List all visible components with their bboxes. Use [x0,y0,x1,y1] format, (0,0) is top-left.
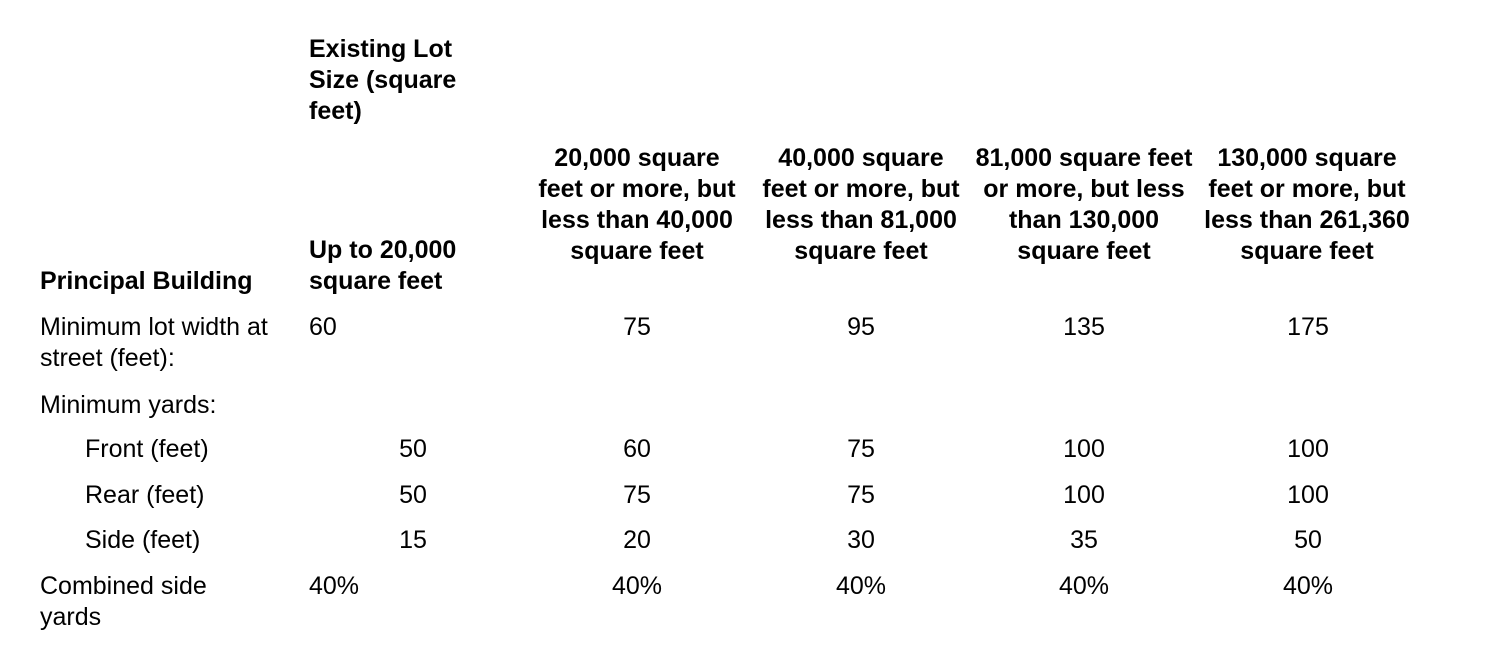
cell-combined-col4: 40% [1058,572,1110,600]
cell-rear-col1: 50 [399,481,427,509]
column-header-3: 40,000 square feet or more, but less than 81,000 square feet [762,144,960,265]
cell-min-lot-width-col2: 75 [623,313,651,341]
cell-rear-col4: 100 [1063,481,1105,509]
cell-min-lot-width-col4: 135 [1063,313,1105,341]
cell-combined-col2: 40% [611,572,663,600]
cell-front-col4: 100 [1063,435,1105,463]
cell-min-lot-width-col3: 95 [847,313,875,341]
cell-front-col1: 50 [399,435,427,463]
cell-side-col1: 15 [399,526,427,554]
row-header-label: Principal Building [40,267,253,295]
top-header: Existing Lot Size (square feet) [309,35,457,125]
column-header-5: 130,000 square feet or more, but less than 261,360 square feet [1204,144,1410,265]
row-label-min-lot-width: Minimum lot width at street (feet): [40,313,268,372]
row-label-combined-side-yards: Combined side yards [40,572,207,631]
row-label-side: Side (feet) [85,526,201,554]
cell-side-col5: 50 [1294,526,1322,554]
column-header-4: 81,000 square feet or more, but less than 130,000 square feet [975,144,1193,265]
cell-front-col3: 75 [847,435,875,463]
cell-side-col3: 30 [847,526,875,554]
cell-rear-col3: 75 [847,481,875,509]
column-header-2: 20,000 square feet or more, but less than 40,000 square feet [538,144,736,265]
cell-combined-col1: 40% [309,572,360,600]
column-header-1: Up to 20,000 square feet [309,236,457,295]
cell-front-col5: 100 [1287,435,1329,463]
row-label-front: Front (feet) [85,435,209,463]
cell-combined-col5: 40% [1282,572,1334,600]
cell-min-lot-width-col5: 175 [1287,313,1329,341]
cell-min-lot-width-col1: 60 [309,313,337,341]
cell-rear-col2: 75 [623,481,651,509]
cell-side-col4: 35 [1070,526,1098,554]
cell-side-col2: 20 [623,526,651,554]
cell-combined-col3: 40% [835,572,887,600]
cell-front-col2: 60 [623,435,651,463]
row-label-rear: Rear (feet) [85,481,205,509]
cell-rear-col5: 100 [1287,481,1329,509]
row-label-min-yards: Minimum yards: [40,391,217,419]
